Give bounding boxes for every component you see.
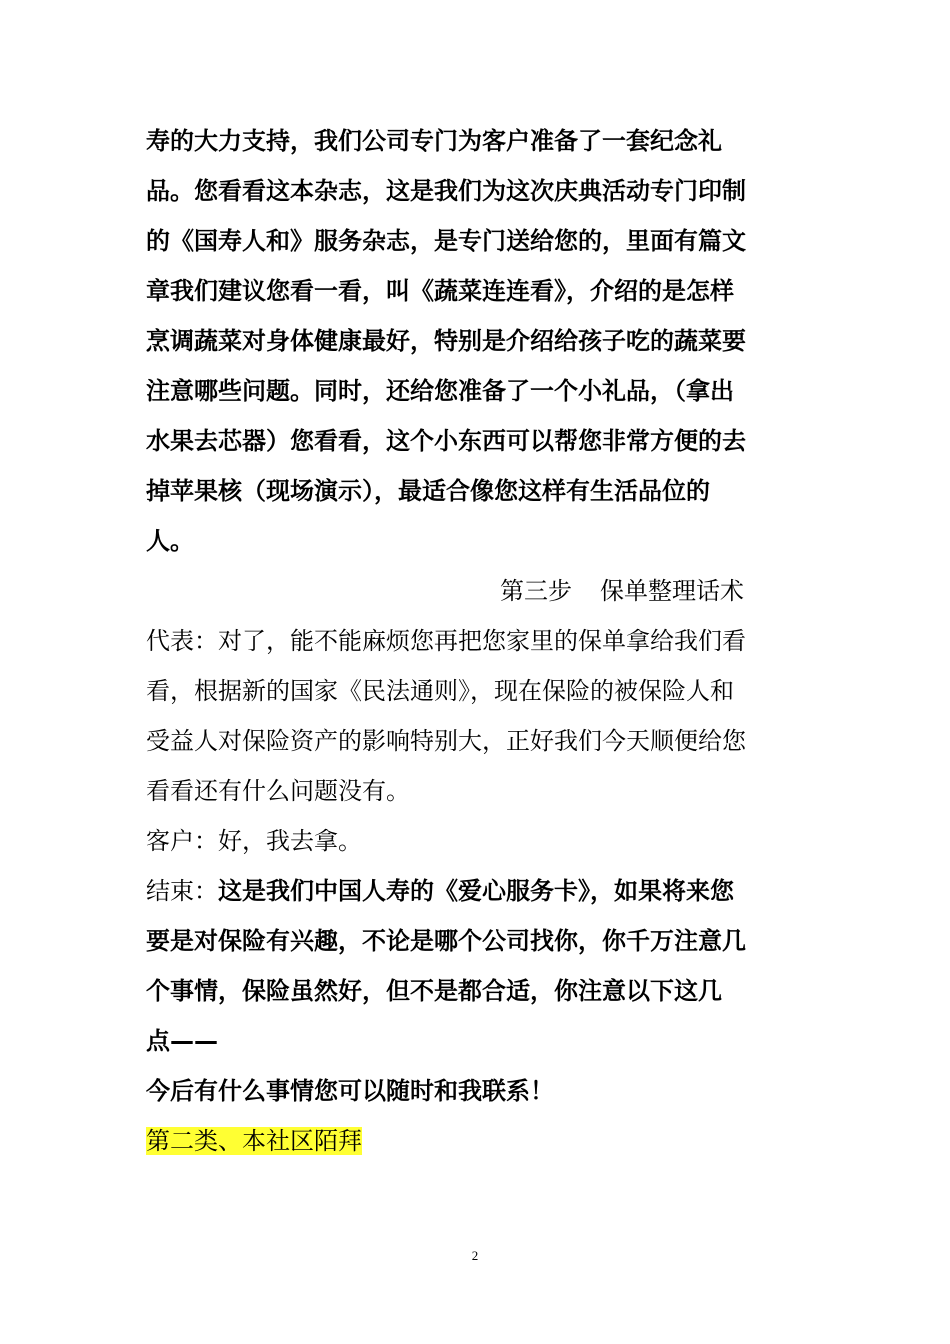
- text-line: [146, 866, 786, 916]
- text-line: 今后有什么事情您可以随时和我联系！: [146, 1077, 554, 1105]
- section-title: 保单整理话术: [600, 577, 744, 605]
- text-line: 的《国寿人和》服务杂志，是专门送给您的，里面有篇文: [146, 227, 746, 255]
- closing-text: 这是我们中国人寿的《爱心服务卡》，如果将来您: [218, 877, 734, 905]
- text-line: 要是对保险有兴趣，不论是哪个公司找你，你千万注意几: [146, 927, 746, 955]
- next-section-heading: [146, 1116, 786, 1166]
- text-line: 寿的大力支持，我们公司专门为客户准备了一套纪念礼: [146, 127, 722, 155]
- dialogue-customer: 客户：好，我去拿。: [146, 827, 362, 855]
- paragraph-gift-intro: [146, 116, 786, 566]
- text-line: 掉苹果核（现场演示），最适合像您这样有生活品位的: [146, 477, 710, 505]
- text-line: 受益人对保险资产的影响特别大，正好我们今天顺便给您: [146, 727, 746, 755]
- page-number: 2: [471, 1248, 479, 1263]
- text-line: 看，根据新的国家《民法通则》，现在保险的被保险人和: [146, 677, 734, 705]
- section-step: 第三步: [500, 577, 572, 605]
- text-line: 水果去芯器）您看看，这个小东西可以帮您非常方便的去: [146, 427, 746, 455]
- document-body: [146, 116, 786, 1166]
- text-line: 点——: [146, 1027, 218, 1055]
- text-line: 品。您看看这本杂志，这是我们为这次庆典活动专门印制: [146, 177, 746, 205]
- text-line: 章我们建议您看一看，叫《蔬菜连连看》，介绍的是怎样: [146, 277, 734, 305]
- closing-label: 结束：: [146, 877, 218, 905]
- text-line: 看看还有什么问题没有。: [146, 777, 410, 805]
- highlighted-heading: 第二类、本社区陌拜: [146, 1127, 362, 1155]
- text-line: 代表：对了，能不能麻烦您再把您家里的保单拿给我们看: [146, 627, 746, 655]
- section-heading: [146, 566, 786, 616]
- text-line: 注意哪些问题。同时，还给您准备了一个小礼品，（拿出: [146, 377, 734, 405]
- text-line: 烹调蔬菜对身体健康最好，特别是介绍给孩子吃的蔬菜要: [146, 327, 746, 355]
- dialogue-closing: [146, 866, 786, 1116]
- text-line: 人。: [146, 527, 194, 555]
- dialogue-rep: [146, 616, 786, 816]
- text-line: 个事情，保险虽然好，但不是都合适，你注意以下这几: [146, 977, 722, 1005]
